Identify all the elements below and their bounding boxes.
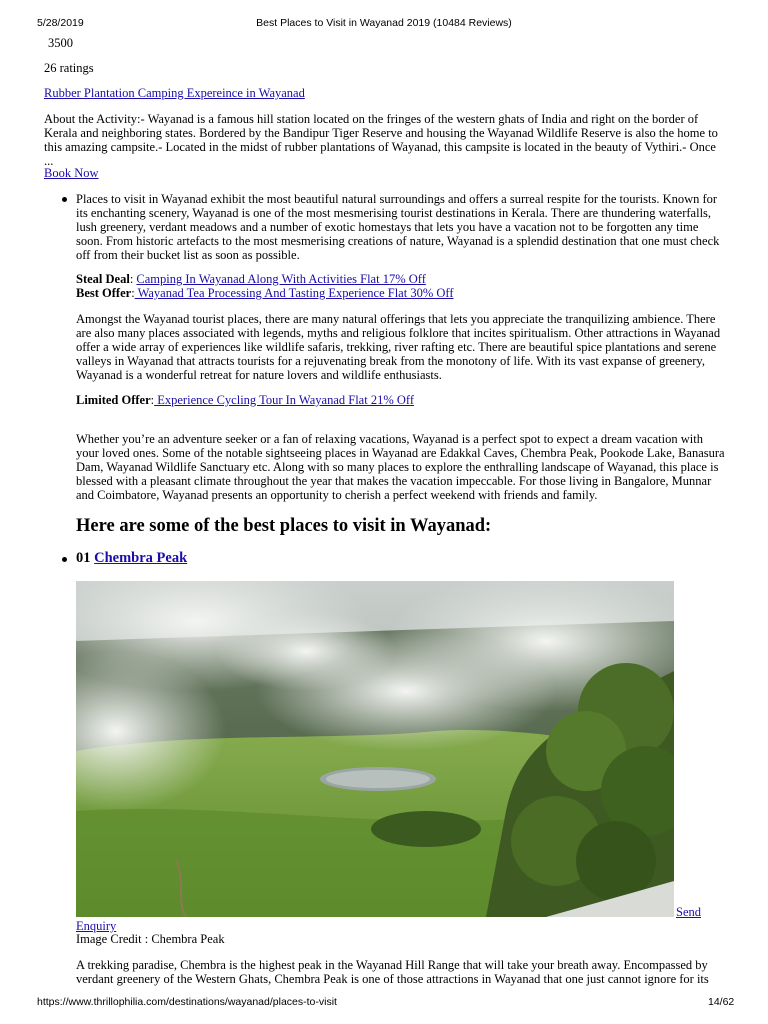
print-url: https://www.thrillophilia.com/destinations/wayanad/places-to-visit [37,996,337,1008]
steal-deal-line: Steal Deal: Camping In Wayanad Along With Activities Flat 17% Off [76,272,426,286]
intro-paragraph-3: Whether you’re an adventure seeker or a fan of relaxing vacations, Wayanad is a perfect spot to expect a dream vacation with your loved ones. Some of the notable sightseeing places in Wayanad are Edakkal Caves, Chembra Peak, Pookode Lake, Banasura Dam, Wayanad Wildlife Sanctuary etc. Along with so many places to explore the enthralling landscape of Wayanad, this place is blessed with a pleasant climate throughout the year that makes the vacation impeccable. For those living in Bangalore, Munnar and Coimbatore, Wayanad presents an opportunity to cherish a perfect weekend with friends and family. [76,432,725,502]
place-name-link[interactable]: Chembra Peak [94,550,188,566]
print-date: 5/28/2019 [37,17,84,29]
send-enquiry-link-cont[interactable]: Enquiry [76,919,117,933]
print-page-number: 14/62 [708,996,735,1008]
limited-offer-link[interactable]: Experience Cycling Tour In Wayanad Flat 21% Off [154,393,414,407]
limited-offer-label: Limited Offer [76,393,151,407]
place-number: 01 [76,550,91,566]
best-offer-label: Best Offer [76,286,132,300]
book-now-link[interactable]: Book Now [44,166,99,180]
limited-offer-line: Limited Offer: Experience Cycling Tour In Wayanad Flat 21% Off [76,393,414,407]
steal-deal-label: Steal Deal [76,272,130,286]
send-enquiry-link[interactable]: Send [676,905,701,919]
section-heading: Here are some of the best places to visit in Wayanad: [76,516,492,536]
steal-deal-link[interactable]: Camping In Wayanad Along With Activities Flat 17% Off [136,272,426,286]
listing-about: About the Activity:- Wayanad is a famous hill station located on the fringes of the western ghats of India and right on the border of Kerala and neighboring states. Bordered by the Bandipur Tiger Reserve and housing the Wayanad Wildlife Reserve is also the home to this amazing campsite.- Located in the midst of rubber plantations of Wayanad, this campsite is located in the beauty of Vythiri.- Once ... [44,112,718,168]
image-credit: Image Credit : Chembra Peak [76,932,225,946]
best-offer-link[interactable]: Wayanad Tea Processing And Tasting Experience Flat 30% Off [134,286,454,300]
intro-paragraph-1: Places to visit in Wayanad exhibit the most beautiful natural surroundings and offers a surreal respite for the tourists. Known for its enchanting scenery, Wayanad is one of the most mesmerising tourist destinations in Kerala. There are thundering waterfalls, lush greenery, verdant meadows and a number of exotic homestays that lets you have a vacation not to be forgotten any time soon. From historic artefacts to the most mesmerising creations of nature, Wayanad is a splendid destination that one must check off from their bucket list as soon as possible. [76,192,720,262]
listing-ratings: 26 ratings [44,61,94,75]
place-description: A trekking paradise, Chembra is the highest peak in the Wayanad Hill Range that will take your breath away. Encompassed by verdant greenery of the Western Ghats, Chembra Peak is one of those attractions in Wayanad that one just cannot ignore for its [76,958,709,986]
list-bullet [62,197,67,202]
listing-price: 3500 [48,36,73,50]
place-title [76,551,187,565]
intro-paragraph-2: Amongst the Wayanad tourist places, there are many natural offerings that lets you appreciate the tranquilizing ambience. There are also many places associated with legends, myths and religious folklore that incites spiritualism. Other attractions in Wayanad offer a wide array of experiences like wildlife safaris, trekking, river rafting etc. There are beautiful spice plantations and serene valleys in Wayanad that attracts tourists for a rejuvenating break from the monotony of life. With its vast expanse of greenery, Wayanad is a wonderful retreat for nature lovers and wildlife enthusiasts. [76,312,721,382]
chembra-peak-photo [76,581,674,917]
print-title: Best Places to Visit in Wayanad 2019 (10484 Reviews) [256,17,512,29]
listing-link[interactable]: Rubber Plantation Camping Expereince in Wayanad [44,86,305,100]
list-bullet [62,557,67,562]
best-offer-line: Best Offer: Wayanad Tea Processing And Tasting Experience Flat 30% Off [76,286,454,300]
